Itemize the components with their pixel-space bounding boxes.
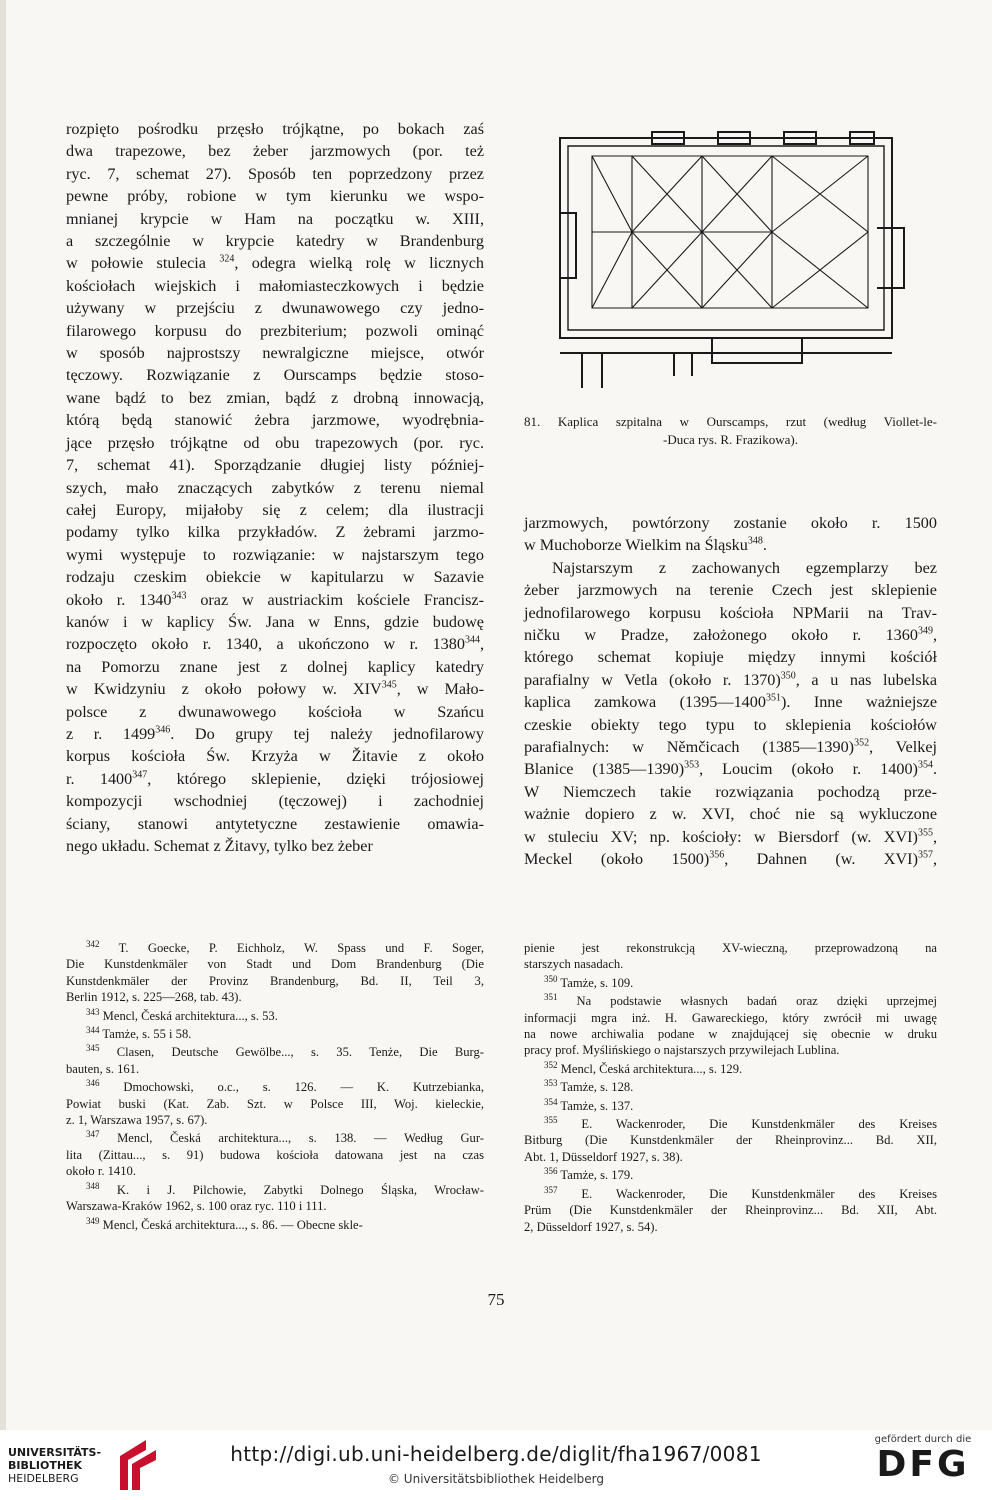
footnote bbox=[66, 1079, 484, 1128]
text-run: około r. 1340 bbox=[66, 590, 172, 609]
text-run: filarowego korpusu do prezbiterium; pozwoli ominąć bbox=[66, 321, 484, 340]
footnote-line bbox=[66, 1198, 484, 1214]
footnote-ref[interactable]: 350 bbox=[780, 670, 796, 682]
footnote bbox=[66, 1217, 484, 1233]
footnote-line bbox=[524, 1079, 937, 1095]
footnote-text: Die Kunstdenkmäler von Stadt und Dom Brandenburg (Die bbox=[66, 957, 484, 972]
footnote-ref[interactable]: 351 bbox=[765, 692, 781, 704]
footnote-text: Warszawa-Kraków 1962, s. 100 oraz ryc. 110 i 111. bbox=[66, 1199, 327, 1214]
footnote-number: 352 bbox=[544, 1059, 558, 1070]
footnote-number: 344 bbox=[86, 1024, 100, 1035]
text-run: rodzaju czeskim obiekcie w kapitularzu w Sazavie bbox=[66, 568, 484, 587]
footnote-number: 351 bbox=[544, 992, 558, 1003]
text-run: . bbox=[932, 760, 937, 779]
text-run: Najstarszym z zachowanych egzemplarzy bez bbox=[552, 558, 937, 577]
footnote-text: Mencl, Česká architektura..., s. 138. — Według Gur- bbox=[117, 1131, 484, 1146]
text-line bbox=[66, 230, 484, 252]
text-run: , bbox=[932, 827, 937, 846]
text-run: W Niemczech takie rozwiązania pochodzą prze- bbox=[524, 782, 937, 801]
text-run: ničku w Pradze, założonego około r. 1360 bbox=[524, 626, 918, 645]
footnote-text: 2, Düsseldorf 1927, s. 54). bbox=[524, 1219, 658, 1234]
text-run: w Muchoborze Wielkim na Śląsku bbox=[524, 536, 748, 555]
footnote-line bbox=[524, 1219, 937, 1235]
footnote bbox=[524, 1167, 937, 1183]
footnote-line bbox=[66, 1026, 484, 1042]
text-run: całej Europy, mijałoby się z celem; dla ilustracji bbox=[66, 500, 484, 519]
footnote-number: 346 bbox=[86, 1078, 100, 1089]
footnote-text: informacji mgra inż. H. Gawareckiego, który zwrócił mi uwagę bbox=[524, 1010, 937, 1025]
footnote-line bbox=[66, 1096, 484, 1112]
footer-bar bbox=[0, 1430, 992, 1500]
footnote-line bbox=[524, 1167, 937, 1183]
footnote-text: bauten, s. 161. bbox=[66, 1061, 140, 1076]
library-name-line: UNIVERSITÄTS- bbox=[8, 1446, 102, 1459]
footnote-text: Dmochowski, o.c., s. 126. — K. Kutrzebianka, bbox=[123, 1080, 484, 1095]
text-line bbox=[524, 602, 937, 624]
text-run: czeskie obiekty tego typu to sklepienia kościołów bbox=[524, 715, 937, 734]
footnote-number: 355 bbox=[544, 1114, 558, 1125]
footnote-text: Tamże, s. 55 i 58. bbox=[102, 1027, 192, 1042]
text-line bbox=[66, 140, 484, 162]
text-line bbox=[524, 534, 937, 556]
footnote-text: Mencl, Česká architektura..., s. 129. bbox=[560, 1061, 743, 1076]
footnote bbox=[524, 1098, 937, 1114]
footnote-ref[interactable]: 343 bbox=[171, 590, 187, 602]
text-run: ważnie dopiero z w. XVI, choć nie są wykluczone bbox=[524, 805, 937, 824]
text-run: , w Mało- bbox=[396, 680, 484, 699]
text-run: ). Inne ważniejsze bbox=[780, 693, 938, 712]
footnote bbox=[524, 975, 937, 991]
footnote-line bbox=[66, 956, 484, 972]
text-line bbox=[66, 745, 484, 767]
text-run: 7, schemat 41). Sporządzanie długiej listy później- bbox=[66, 456, 484, 475]
text-run: rozpięto pośrodku przęsło trójkątne, po bokach zaś bbox=[66, 120, 484, 138]
text-run: jące przęsło trójkątne od obu trapezowych (por. ryc. bbox=[66, 433, 484, 452]
text-line bbox=[524, 557, 937, 579]
footnotes-left bbox=[66, 940, 484, 1235]
text-line bbox=[66, 275, 484, 297]
text-run: . Do grupy tej należy jednofilarowy bbox=[170, 724, 484, 743]
text-run: podamy tylko kilka przykładów. Z żebrami jarzmo- bbox=[66, 523, 484, 542]
footnote bbox=[66, 1044, 484, 1077]
text-line bbox=[66, 432, 484, 454]
footnote-line bbox=[66, 1130, 484, 1146]
footnote-line bbox=[66, 940, 484, 956]
footnote-number: 348 bbox=[86, 1180, 100, 1191]
text-run: kaplica zamkowa (1395—1400 bbox=[524, 693, 766, 712]
text-line bbox=[524, 714, 937, 736]
text-run: korpus kościoła Św. Krzyża w Žitavie z około bbox=[66, 747, 484, 766]
text-run: , bbox=[932, 626, 937, 645]
library-name-line: BIBLIOTHEK bbox=[8, 1459, 83, 1472]
footnote-line bbox=[524, 1186, 937, 1202]
caption-line: 81. Kaplica szpitalna w Ourscamps, rzut (według Viollet-le- bbox=[524, 414, 937, 429]
footnote-number: 353 bbox=[544, 1078, 558, 1089]
footnote-text: lita (Zittau..., s. 91) budowa kościoła datowana jest na czas bbox=[66, 1147, 484, 1162]
text-run: szych, mało znaczących zabytków z terenu niemal bbox=[66, 478, 484, 497]
footnote-line bbox=[524, 993, 937, 1009]
text-run: . bbox=[762, 536, 767, 555]
text-run: parafialnych: w Němčicach (1385—1390) bbox=[524, 738, 855, 757]
footnote-line bbox=[524, 940, 937, 956]
text-run: oraz w austriackim kościele Francisz- bbox=[186, 590, 485, 609]
footnote-text: pienie jest rekonstrukcją XV-wieczną, przeprowadzoną na bbox=[524, 941, 937, 955]
footnote-text: K. i J. Pilchowie, Zabytki Dolnego Śląska, Wrocław- bbox=[116, 1182, 484, 1197]
footnote-text: pracy prof. Myślińskiego o najstarszych przywilejach Lublina. bbox=[524, 1043, 840, 1058]
text-line bbox=[66, 163, 484, 185]
text-run: Meckel (około 1500) bbox=[524, 850, 710, 869]
text-run: jarzmowych, powtórzony zostanie około r. 1500 bbox=[524, 514, 937, 532]
text-line bbox=[66, 544, 484, 566]
footnote-line bbox=[524, 1061, 937, 1077]
footnote-line bbox=[524, 1202, 937, 1218]
text-run: tęczowy. Rozwiązanie z Ourscamps będzie stoso- bbox=[66, 366, 484, 385]
footnote-ref[interactable]: 353 bbox=[684, 760, 700, 772]
text-line bbox=[66, 364, 484, 386]
footnotes-right bbox=[524, 940, 937, 1237]
text-run: dwa trapezowe, bez żeber jarzmowych (por. też bbox=[66, 142, 484, 161]
text-run: z r. 1499 bbox=[66, 724, 156, 743]
text-line bbox=[66, 521, 484, 543]
footnote-line bbox=[66, 1147, 484, 1163]
footnote-line bbox=[524, 1098, 937, 1114]
inner-wall bbox=[568, 146, 884, 330]
footnote-line bbox=[524, 1132, 937, 1148]
text-line bbox=[66, 589, 484, 611]
footnote-line bbox=[66, 1112, 484, 1128]
text-line bbox=[524, 848, 937, 870]
text-line bbox=[524, 624, 937, 646]
left-text-column bbox=[66, 118, 484, 857]
text-run: , a u nas lubelska bbox=[795, 670, 937, 689]
footnote-ref[interactable]: 344 bbox=[464, 634, 480, 646]
footnote-line bbox=[524, 1010, 937, 1026]
footnote-text: Powiat buski (Kat. Zab. Szt. w Polsce III, Woj. kieleckie, bbox=[66, 1096, 484, 1111]
footnote-text: Mencl, Česká architektura..., s. 86. — Obecne skle- bbox=[102, 1217, 363, 1232]
footnote-ref[interactable]: 355 bbox=[917, 827, 933, 839]
text-run: żeber jarzmowych na terenie Czech jest sklepienie bbox=[524, 581, 937, 600]
footnote-line bbox=[524, 975, 937, 991]
text-line bbox=[66, 387, 484, 409]
footnote-number: 354 bbox=[544, 1096, 558, 1107]
footnote-line bbox=[66, 989, 484, 1005]
floor-plan-figure bbox=[552, 128, 912, 400]
footnote-ref[interactable]: 352 bbox=[854, 737, 870, 749]
text-line bbox=[524, 691, 937, 713]
text-line bbox=[66, 656, 484, 678]
funder-label: gefördert durch die bbox=[874, 1434, 972, 1445]
footnote-line bbox=[66, 973, 484, 989]
footnote-number: 343 bbox=[86, 1006, 100, 1017]
text-line bbox=[66, 185, 484, 207]
text-line bbox=[66, 297, 484, 319]
footnote-text: około r. 1410. bbox=[66, 1164, 136, 1179]
text-line bbox=[66, 208, 484, 230]
footnote bbox=[524, 940, 937, 973]
lower-walls bbox=[582, 353, 692, 388]
footnote-text: Bitburg (Die Kunstdenkmäler der Rheinprovinz... Bd. XII, bbox=[524, 1133, 937, 1148]
text-run: kościołach wiejskich i małomiasteczkowych i będzie bbox=[66, 276, 484, 295]
text-run: w sposób najprostszy newralgiczne miejsce, otwór bbox=[66, 344, 484, 363]
text-run: parafialny w Vetla (około r. 1370) bbox=[524, 670, 781, 689]
text-run: w połowie stulecia bbox=[66, 254, 220, 273]
page-edge bbox=[0, 0, 6, 1430]
text-line bbox=[524, 803, 937, 825]
footnote bbox=[524, 1061, 937, 1077]
text-line bbox=[524, 826, 937, 848]
text-run: Blanice (1385—1390) bbox=[524, 760, 685, 779]
annex-right bbox=[877, 228, 904, 288]
text-line bbox=[524, 512, 937, 534]
text-line bbox=[66, 813, 484, 835]
footnote-ref[interactable]: 346 bbox=[155, 724, 171, 736]
footnote-text: Tamże, s. 179. bbox=[560, 1168, 634, 1183]
text-line bbox=[524, 758, 937, 780]
footnote-line bbox=[66, 1061, 484, 1077]
footnote bbox=[524, 1079, 937, 1095]
text-run: , bbox=[932, 850, 938, 869]
text-line bbox=[524, 736, 937, 758]
text-line bbox=[66, 320, 484, 342]
footnote-ref[interactable]: 349 bbox=[917, 625, 933, 637]
footnote-number: 347 bbox=[86, 1129, 100, 1140]
footnote-ref[interactable]: 357 bbox=[917, 849, 933, 861]
footnote-text: Tamże, s. 137. bbox=[560, 1098, 634, 1113]
footnote-text: Abt. 1, Düsseldorf 1927, s. 38). bbox=[524, 1149, 683, 1164]
text-line bbox=[66, 768, 484, 790]
lower-room bbox=[712, 338, 802, 363]
footnote-line bbox=[524, 1042, 937, 1058]
footnote bbox=[66, 940, 484, 1006]
footnote-number: 345 bbox=[86, 1043, 100, 1054]
footnote-line bbox=[66, 1217, 484, 1233]
text-line bbox=[66, 611, 484, 633]
library-name-line: HEIDELBERG bbox=[8, 1472, 79, 1485]
footnote-line bbox=[66, 1182, 484, 1198]
footnote bbox=[524, 993, 937, 1059]
text-run: nego układu. Schemat z Žitavy, tylko bez żeber bbox=[66, 837, 373, 855]
text-run: kanów i w kaplicy Św. Jana w Enns, gdzie budowę bbox=[66, 612, 484, 631]
text-run: pewne próby, robione w tym kierunku we wspo- bbox=[66, 187, 484, 206]
text-line bbox=[524, 669, 937, 691]
dfg-logo[interactable] bbox=[868, 1434, 978, 1494]
text-run: którą będą stanowić żebra jarzmowe, wyodrębnia- bbox=[66, 411, 484, 430]
text-line bbox=[66, 409, 484, 431]
footnote-text: Berlin 1912, s. 225—268, tab. 43). bbox=[66, 990, 242, 1005]
footnote-text: Clasen, Deutsche Gewölbe..., s. 35. Tenże, Die Burg- bbox=[116, 1045, 484, 1060]
text-line bbox=[66, 835, 484, 857]
text-line bbox=[66, 342, 484, 364]
text-run: , Loucim (około r. 1400) bbox=[699, 760, 918, 779]
text-line bbox=[66, 477, 484, 499]
vault-ribs bbox=[592, 156, 868, 308]
dfg-wordmark: DFG bbox=[876, 1444, 970, 1485]
text-run: w Kwidzyniu z około połowy w. XIV bbox=[66, 680, 382, 699]
text-run: , Dahnen (w. XVI) bbox=[724, 850, 918, 869]
footnote-text: Na podstawie własnych badań oraz dzięki uprzejmej bbox=[576, 994, 937, 1009]
footnote bbox=[524, 1186, 937, 1235]
footnote-text: E. Wackenroder, Die Kunstdenkmäler des Kreises bbox=[581, 1117, 937, 1132]
footnote-line bbox=[66, 1163, 484, 1179]
footnote-ref[interactable]: 345 bbox=[381, 679, 397, 691]
text-run: , bbox=[479, 635, 484, 654]
footnote bbox=[524, 1116, 937, 1165]
footnote-text: Kunstdenkmäler der Provinz Brandenburg, Bd. II, Teil 3, bbox=[66, 973, 484, 988]
footnote-text: T. Goecke, P. Eichholz, W. Spass und F. Soger, bbox=[118, 941, 484, 955]
footnote-text: na nowe archiwalia podane w znajdującej się obecnie w druku bbox=[524, 1027, 937, 1042]
text-run: wane bądź to bez zmian, bądź z drobną innowacją, bbox=[66, 388, 484, 407]
text-run: , którego sklepienie, dzięki trójosiowej bbox=[147, 769, 485, 788]
footnote-number: 356 bbox=[544, 1166, 558, 1177]
page-number: 75 bbox=[487, 1290, 505, 1309]
footnote-text: Prüm (Die Kunstdenkmäler der Rheinprovinz... Bd. XII, Abt. bbox=[524, 1203, 937, 1218]
text-line bbox=[66, 566, 484, 588]
footnote-line bbox=[524, 1149, 937, 1165]
text-line bbox=[66, 633, 484, 655]
footnote-text: E. Wackenroder, Die Kunstdenkmäler des Kreises bbox=[581, 1186, 937, 1201]
footnote-number: 350 bbox=[544, 973, 558, 984]
footnote-number: 342 bbox=[86, 938, 100, 949]
text-run: używany w przejściu z dwunawowego czy jedno- bbox=[66, 299, 484, 318]
text-line bbox=[66, 790, 484, 812]
text-line bbox=[524, 781, 937, 803]
text-run: na Pomorzu znane jest z dolnej kaplicy katedry bbox=[66, 657, 484, 676]
text-run: którego schemat kopiuje między innymi kościół bbox=[524, 648, 937, 667]
text-run: rozpoczęto około r. 1340, a ukończono w r. 1380 bbox=[66, 635, 465, 654]
footnote-ref[interactable]: 324 bbox=[219, 254, 235, 266]
text-line bbox=[524, 646, 937, 668]
text-run: , Velkej bbox=[869, 738, 938, 757]
footnote-text: starszych nasadach. bbox=[524, 957, 624, 972]
footnote-text: Mencl, Česká architektura..., s. 53. bbox=[102, 1008, 278, 1023]
text-run: r. 1400 bbox=[66, 769, 133, 788]
footnote-text: Tamże, s. 128. bbox=[560, 1080, 634, 1095]
text-run: a szczególnie w krypcie katedry w Brandenburg bbox=[66, 232, 484, 251]
text-run: wymi występuje to rozwiązanie: w najstarszym tego bbox=[66, 545, 484, 564]
footnote-ref[interactable]: 347 bbox=[132, 769, 148, 781]
text-run: ściany, stanowi antytetyczne zestawienie omawia- bbox=[66, 814, 484, 833]
footnote bbox=[66, 1026, 484, 1042]
footnote-line bbox=[524, 956, 937, 972]
text-line bbox=[66, 454, 484, 476]
text-line bbox=[66, 701, 484, 723]
text-line bbox=[66, 118, 484, 140]
footnote bbox=[66, 1008, 484, 1024]
footnote-line bbox=[524, 1026, 937, 1042]
caption-line: -Duca rys. R. Frazikowa). bbox=[662, 432, 798, 447]
text-run: jednofilarowego korpusu kościoła NPMarii na Trav- bbox=[524, 603, 937, 622]
footnote-line bbox=[66, 1008, 484, 1024]
footnote-ref[interactable]: 354 bbox=[917, 760, 933, 772]
text-line bbox=[524, 579, 937, 601]
text-line bbox=[66, 499, 484, 521]
footnote-ref[interactable]: 348 bbox=[747, 536, 763, 548]
right-text-column bbox=[524, 512, 937, 871]
footnote-line bbox=[66, 1044, 484, 1060]
footnote-text: z. 1, Warszawa 1957, s. 67). bbox=[66, 1113, 208, 1128]
source-url[interactable]: http://digi.ub.uni-heidelberg.de/diglit/fha1967/0081 bbox=[230, 1442, 762, 1466]
text-run: , odegra wielką rolę w licznych bbox=[234, 254, 484, 273]
footnote-number: 357 bbox=[544, 1184, 558, 1195]
figure-caption bbox=[524, 413, 937, 449]
footnote-text: Tamże, s. 109. bbox=[560, 975, 634, 990]
footnote-ref[interactable]: 356 bbox=[709, 849, 725, 861]
footnote bbox=[66, 1182, 484, 1215]
text-line bbox=[66, 252, 484, 274]
text-line bbox=[66, 678, 484, 700]
footnote bbox=[66, 1130, 484, 1179]
copyright-text: © Universitätsbibliothek Heidelberg bbox=[387, 1472, 604, 1486]
footnote-number: 349 bbox=[86, 1215, 100, 1226]
footnote-line bbox=[524, 1116, 937, 1132]
text-run: w stuleciu XV; np. kościoły: w Biersdorf (w. XVI) bbox=[524, 827, 918, 846]
text-run: ryc. 7, schemat 27). Sposób ten poprzedzony przez bbox=[66, 164, 484, 183]
text-run: polsce z dwunawowego kościoła w Szańcu bbox=[66, 702, 484, 721]
text-run: mnianej krypcie w Ham na początku w. XIII, bbox=[66, 209, 484, 228]
text-line bbox=[66, 723, 484, 745]
text-run: kompozycji wschodniej (tęczowej) i zachodniej bbox=[66, 792, 484, 811]
footnote-line bbox=[66, 1079, 484, 1095]
